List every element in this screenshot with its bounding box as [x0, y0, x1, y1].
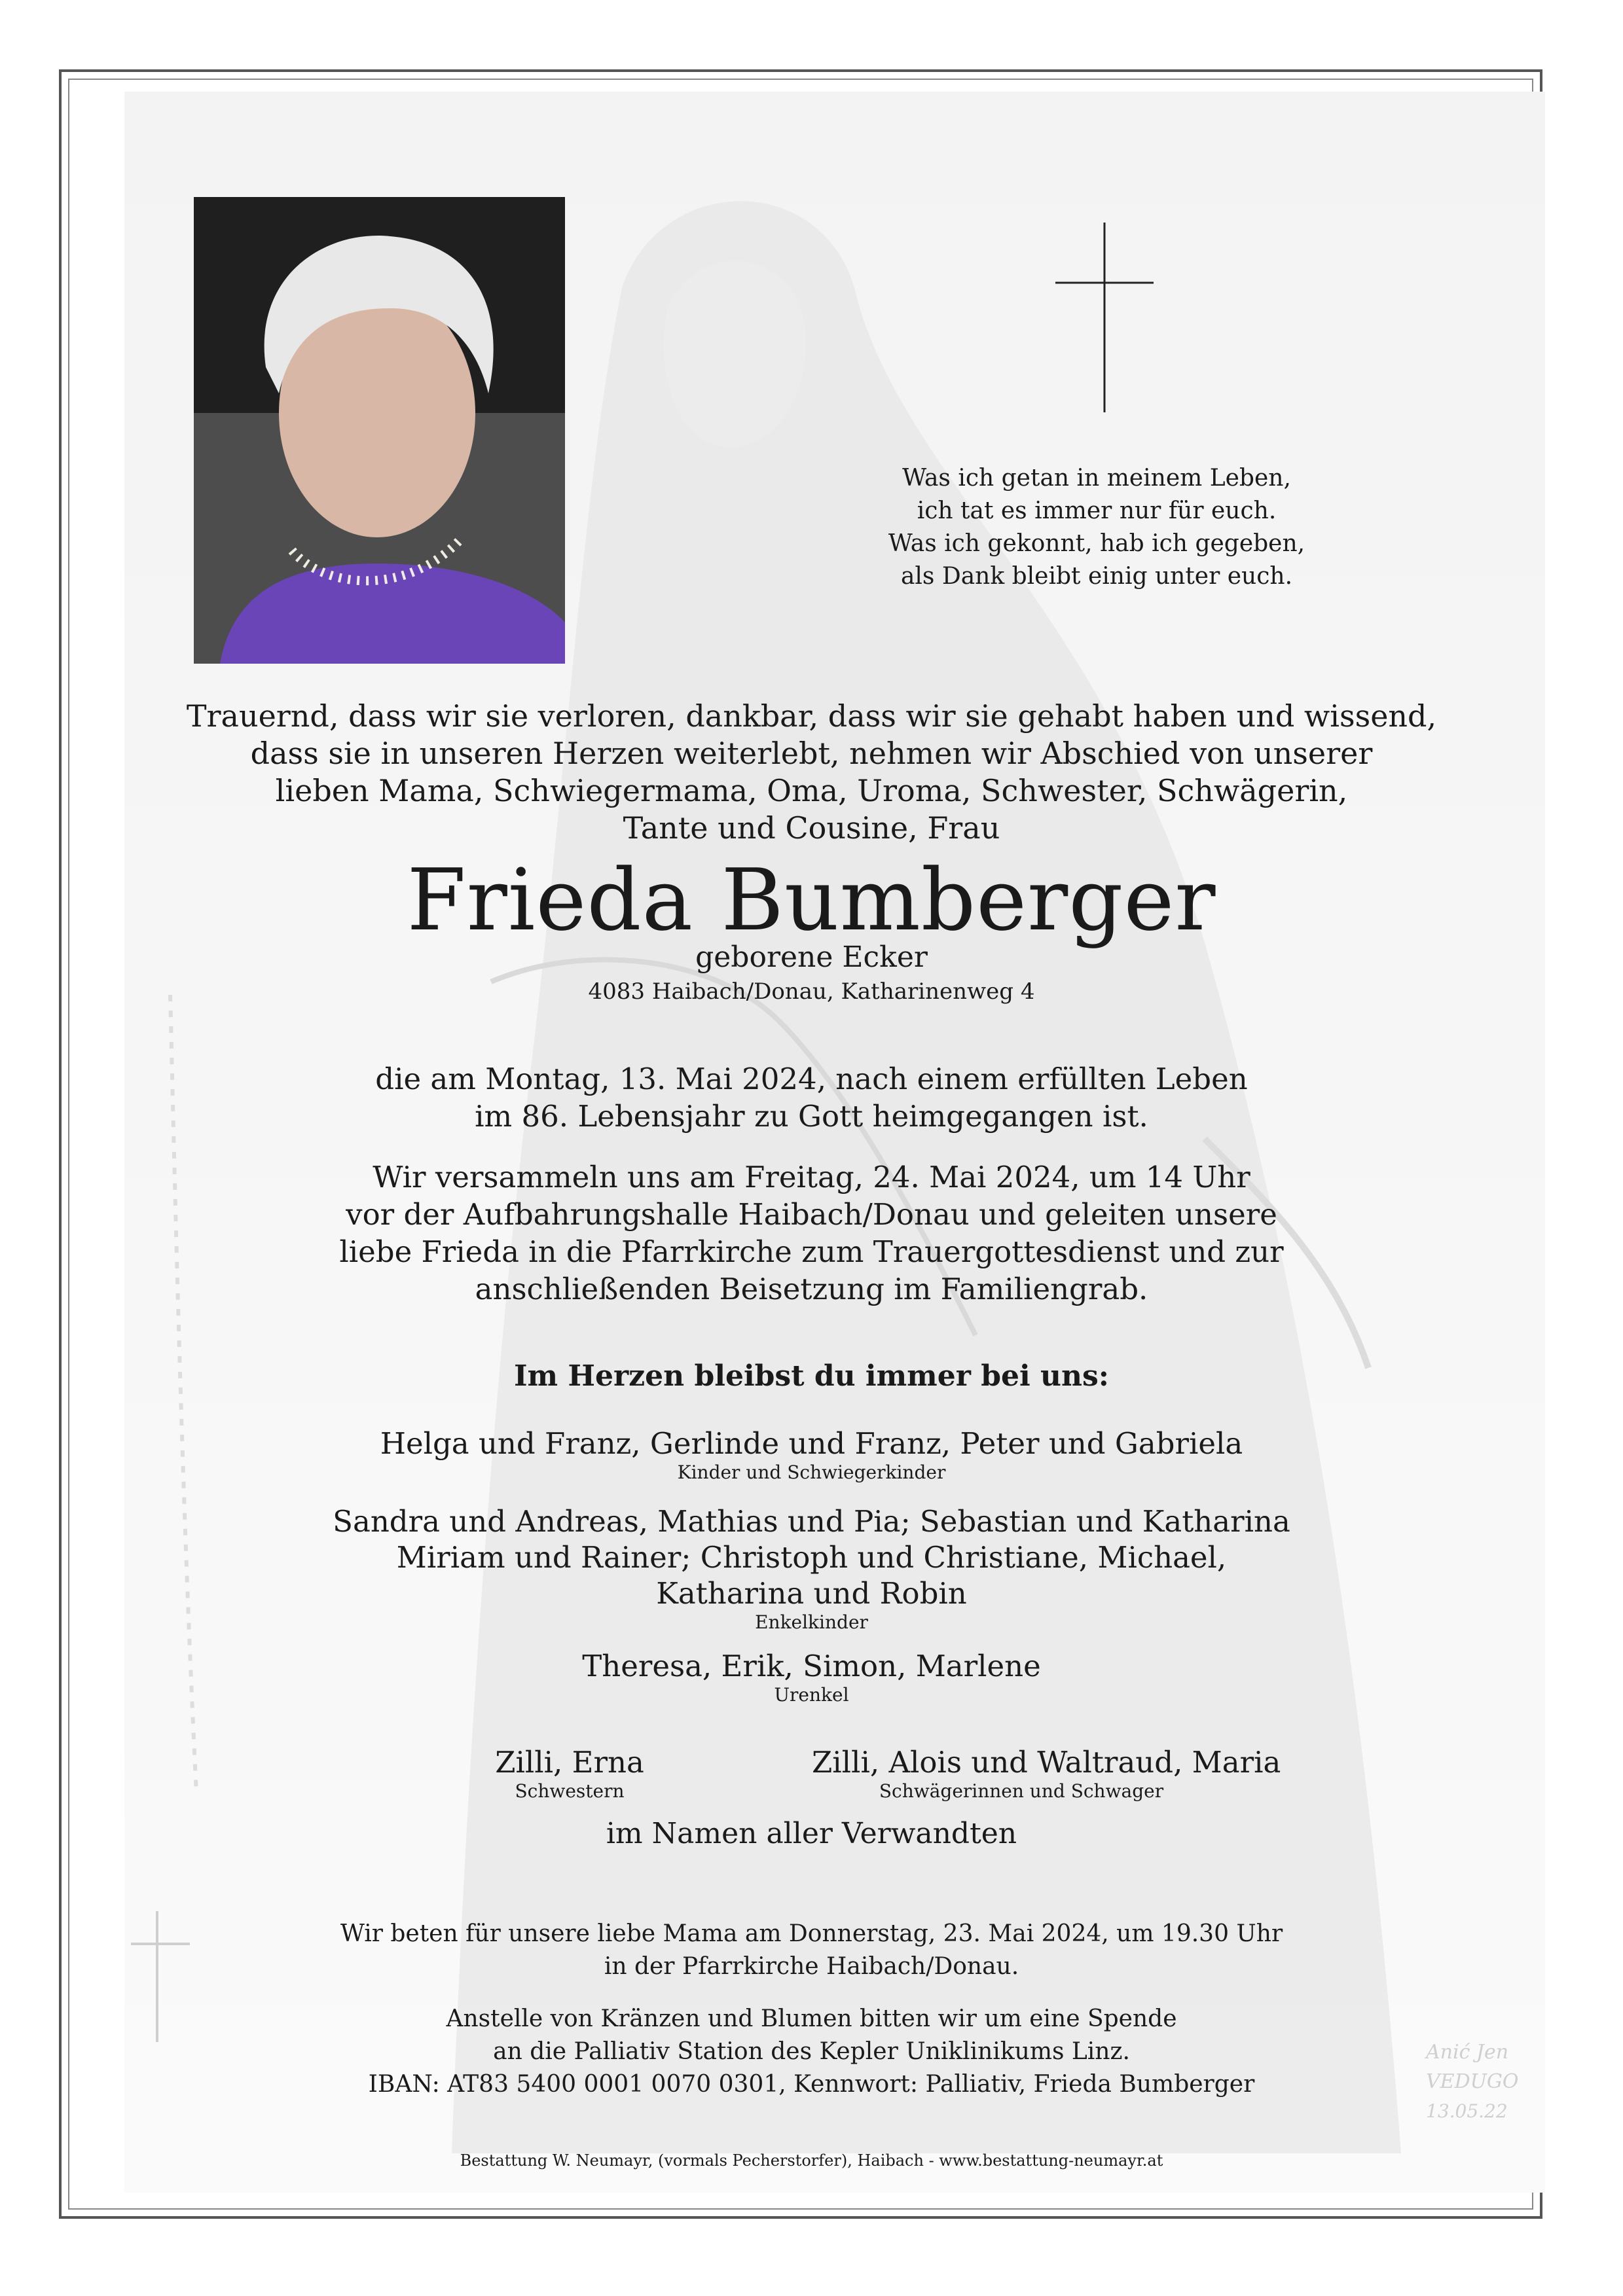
poem	[773, 462, 1421, 593]
portrait-photo	[194, 197, 565, 664]
mourner-names: Sandra und Andreas, Mathias und Pia; Sebastian und Katharina	[333, 1504, 1290, 1539]
death-notice	[0, 1060, 1623, 1135]
mourner-relation: Schwestern	[515, 1780, 625, 1802]
cross-icon	[1055, 223, 1154, 412]
poem-line: Was ich getan in meinem Leben,	[902, 465, 1291, 492]
signature-line: VEDUGO	[1426, 2070, 1519, 2093]
prayer-line: Wir beten für unsere liebe Mama am Donnerstag, 23. Mai 2024, um 19.30 Uhr	[340, 1920, 1283, 1947]
mourner-names: Zilli, Alois und Waltraud, Maria	[812, 1745, 1281, 1780]
poem-line: als Dank bleibt einig unter euch.	[900, 563, 1293, 590]
maiden-name: geborene Ecker	[695, 941, 928, 974]
mourner-names: Miriam und Rainer; Christoph und Christiane, Michael,	[396, 1540, 1227, 1575]
donation-line: an die Palliativ Station des Kepler Uniklinikums Linz.	[493, 2038, 1130, 2065]
signature-line: 13.05.22	[1426, 2100, 1508, 2122]
intro-line: lieben Mama, Schwiegermama, Oma, Uroma, Schwester, Schwägerin,	[275, 773, 1348, 808]
poem-line: ich tat es immer nur für euch.	[917, 497, 1277, 524]
mourners-in-laws	[812, 1744, 1281, 1803]
deceased-address: 4083 Haibach/Donau, Katharinenweg 4	[588, 978, 1035, 1005]
mourners-children	[0, 1426, 1623, 1484]
mourner-names: Helga und Franz, Gerlinde und Franz, Peter und Gabriela	[380, 1426, 1243, 1461]
poem-line: Was ich gekonnt, hab ich gegeben,	[888, 530, 1305, 557]
death-line: im 86. Lebensjahr zu Gott heimgegangen ist.	[475, 1099, 1148, 1134]
death-line: die am Montag, 13. Mai 2024, nach einem erfüllten Leben	[375, 1062, 1248, 1096]
ceremony-line: Wir versammeln uns am Freitag, 24. Mai 2024, um 14 Uhr	[373, 1160, 1250, 1194]
ceremony-notice	[0, 1158, 1623, 1308]
donation-notice	[0, 2003, 1623, 2101]
funeral-home-footer: Bestattung W. Neumayr, (vormals Pecherstorfer), Haibach - www.bestattung-neumayr.at	[460, 2151, 1163, 2170]
relatives-line: im Namen aller Verwandten	[606, 1817, 1017, 1850]
intro-line: Tante und Cousine, Frau	[623, 810, 1000, 846]
deceased-name: Frieda Bumberger	[407, 850, 1216, 950]
mourner-relation: Schwägerinnen und Schwager	[879, 1780, 1164, 1802]
mourners-grandchildren	[0, 1503, 1623, 1634]
mourner-names: Zilli, Erna	[495, 1745, 644, 1780]
mourners-sisters	[458, 1744, 681, 1803]
mourner-relation: Kinder und Schwiegerkinder	[677, 1462, 946, 1483]
intro-line: Trauernd, dass wir sie verloren, dankbar, dass wir sie gehabt haben und wissend,	[186, 698, 1437, 734]
prayer-notice	[0, 1918, 1623, 1983]
mourner-names: Katharina und Robin	[656, 1576, 967, 1611]
ceremony-line: vor der Aufbahrungshalle Haibach/Donau und geleiten unsere	[346, 1197, 1277, 1232]
prayer-line: in der Pfarrkirche Haibach/Donau.	[604, 1953, 1019, 1980]
mourner-names: Theresa, Erik, Simon, Marlene	[582, 1649, 1041, 1683]
portrait-illustration	[194, 197, 565, 664]
mourners-great-grandchildren	[0, 1648, 1623, 1706]
donation-line: IBAN: AT83 5400 0001 0070 0301, Kennwort: Palliativ, Frieda Bumberger	[368, 2071, 1255, 2098]
ceremony-line: anschließenden Beisetzung im Familiengrab.	[475, 1272, 1148, 1306]
mourner-relation: Urenkel	[774, 1684, 849, 1706]
donation-line: Anstelle von Kränzen und Blumen bitten wir um eine Spende	[446, 2005, 1177, 2032]
signature-line: Anić Jen	[1426, 2041, 1509, 2064]
mourner-relation: Enkelkinder	[755, 1611, 868, 1633]
heart-heading: Im Herzen bleibst du immer bei uns:	[513, 1359, 1110, 1393]
intro-line: dass sie in unseren Herzen weiterlebt, nehmen wir Abschied von unserer	[250, 736, 1373, 771]
intro-text	[0, 698, 1623, 847]
artist-signature	[1421, 2029, 1545, 2127]
ceremony-line: liebe Frieda in die Pfarrkirche zum Trauergottesdienst und zur	[339, 1234, 1284, 1269]
